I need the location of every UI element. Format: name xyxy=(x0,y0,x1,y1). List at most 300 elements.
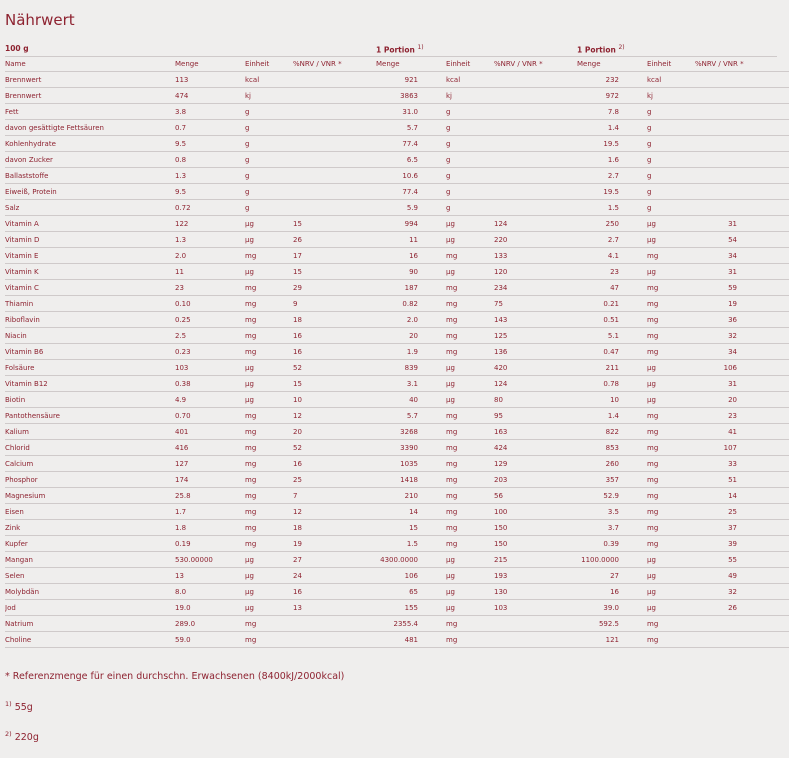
nrv-value: 20 xyxy=(695,392,777,408)
nrv-value xyxy=(494,184,577,200)
amount-value: 1.4 xyxy=(577,120,647,136)
nrv-value xyxy=(494,88,577,104)
unit-value: mg xyxy=(245,536,293,552)
unit-value: g xyxy=(647,104,695,120)
unit-value: µg xyxy=(245,376,293,392)
footnote-mark: 2) xyxy=(5,730,12,738)
amount-value: 994 xyxy=(376,216,446,232)
amount-value: 289.0 xyxy=(175,616,245,632)
amount-value: 19.5 xyxy=(577,136,647,152)
row-spacer xyxy=(777,456,789,472)
unit-value: mg xyxy=(647,312,695,328)
amount-value: 0.19 xyxy=(175,536,245,552)
amount-value: 2.0 xyxy=(376,312,446,328)
table-row xyxy=(5,200,789,216)
nrv-value: 124 xyxy=(494,376,577,392)
amount-value: 11 xyxy=(175,264,245,280)
amount-value: 2355.4 xyxy=(376,616,446,632)
nrv-value: 424 xyxy=(494,440,577,456)
amount-value: 357 xyxy=(577,472,647,488)
unit-value: mg xyxy=(446,328,494,344)
amount-value: 5.7 xyxy=(376,408,446,424)
unit-value: mg xyxy=(647,344,695,360)
nrv-value xyxy=(695,632,777,648)
amount-value: 0.70 xyxy=(175,408,245,424)
nutrient-name: Eiweiß, Protein xyxy=(5,184,175,200)
nutrient-name: Kohlenhydrate xyxy=(5,136,175,152)
row-spacer xyxy=(777,488,789,504)
nrv-value: 234 xyxy=(494,280,577,296)
amount-value: 31.0 xyxy=(376,104,446,120)
amount-value: 474 xyxy=(175,88,245,104)
footnote-text: 220g xyxy=(14,732,39,744)
amount-value: 47 xyxy=(577,280,647,296)
row-spacer xyxy=(777,184,789,200)
row-spacer xyxy=(777,504,789,520)
unit-value: mg xyxy=(446,488,494,504)
amount-value: 16 xyxy=(376,248,446,264)
header-menge: Menge xyxy=(376,56,446,72)
unit-value: g xyxy=(245,104,293,120)
unit-value: mg xyxy=(245,312,293,328)
nrv-value: 59 xyxy=(695,280,777,296)
amount-value: 592.5 xyxy=(577,616,647,632)
nrv-value xyxy=(695,88,777,104)
unit-value: g xyxy=(446,152,494,168)
unit-value: µg xyxy=(245,568,293,584)
nrv-value: 34 xyxy=(695,344,777,360)
unit-value: g xyxy=(245,120,293,136)
nrv-value: 15 xyxy=(293,376,376,392)
unit-value: mg xyxy=(446,536,494,552)
unit-value: mg xyxy=(446,472,494,488)
row-spacer xyxy=(777,392,789,408)
amount-value: 0.51 xyxy=(577,312,647,328)
nrv-value: 55 xyxy=(695,552,777,568)
amount-value: 0.78 xyxy=(577,376,647,392)
amount-value: 0.38 xyxy=(175,376,245,392)
amount-value: 7.8 xyxy=(577,104,647,120)
nrv-value: 80 xyxy=(494,392,577,408)
nutrient-name: Vitamin E xyxy=(5,248,175,264)
table-row xyxy=(5,248,789,264)
amount-value: 0.21 xyxy=(577,296,647,312)
nutrient-name: Ballaststoffe xyxy=(5,168,175,184)
nrv-value xyxy=(494,136,577,152)
unit-value: g xyxy=(446,168,494,184)
amount-value: 25.8 xyxy=(175,488,245,504)
unit-value: g xyxy=(647,200,695,216)
unit-value: mg xyxy=(446,312,494,328)
amount-value: 1100.0000 xyxy=(577,552,647,568)
unit-value: g xyxy=(647,136,695,152)
amount-value: 972 xyxy=(577,88,647,104)
nrv-value: 203 xyxy=(494,472,577,488)
amount-value: 59.0 xyxy=(175,632,245,648)
table-row xyxy=(5,504,789,520)
nutrient-name: Calcium xyxy=(5,456,175,472)
nutrient-name: Thiamin xyxy=(5,296,175,312)
unit-value: µg xyxy=(245,264,293,280)
nrv-value: 124 xyxy=(494,216,577,232)
unit-value: µg xyxy=(647,264,695,280)
unit-value: kj xyxy=(446,88,494,104)
unit-value: mg xyxy=(245,616,293,632)
unit-value: mg xyxy=(446,440,494,456)
nrv-value: 20 xyxy=(293,424,376,440)
table-row xyxy=(5,88,789,104)
nrv-value: 52 xyxy=(293,440,376,456)
nrv-value xyxy=(293,184,376,200)
nrv-value: 13 xyxy=(293,600,376,616)
amount-value: 2.5 xyxy=(175,328,245,344)
nrv-value xyxy=(695,184,777,200)
row-spacer xyxy=(777,472,789,488)
unit-value: g xyxy=(446,120,494,136)
nrv-value: 31 xyxy=(695,264,777,280)
nrv-value: 120 xyxy=(494,264,577,280)
amount-value: 1.3 xyxy=(175,168,245,184)
unit-value: mg xyxy=(446,520,494,536)
nrv-value xyxy=(494,168,577,184)
nutrient-name: Vitamin B6 xyxy=(5,344,175,360)
nrv-value: 12 xyxy=(293,408,376,424)
unit-value: mg xyxy=(647,408,695,424)
nrv-value xyxy=(494,616,577,632)
nutrient-name: Chlorid xyxy=(5,440,175,456)
nrv-value xyxy=(494,120,577,136)
nrv-value: 215 xyxy=(494,552,577,568)
nrv-value xyxy=(494,632,577,648)
unit-value: µg xyxy=(647,552,695,568)
unit-value: µg xyxy=(446,216,494,232)
amount-value: 39.0 xyxy=(577,600,647,616)
amount-value: 121 xyxy=(577,632,647,648)
amount-value: 260 xyxy=(577,456,647,472)
unit-value: g xyxy=(446,184,494,200)
table-row xyxy=(5,216,789,232)
nutrition-table xyxy=(5,56,789,648)
nrv-value: 16 xyxy=(293,328,376,344)
amount-value: 9.5 xyxy=(175,136,245,152)
footnote-2 xyxy=(5,730,39,743)
nutrient-name: Vitamin K xyxy=(5,264,175,280)
nrv-value: 106 xyxy=(695,360,777,376)
table-row xyxy=(5,456,789,472)
table-header-row xyxy=(5,56,789,72)
amount-value: 5.1 xyxy=(577,328,647,344)
row-spacer xyxy=(777,120,789,136)
row-spacer xyxy=(777,376,789,392)
row-spacer xyxy=(777,136,789,152)
amount-value: 4.9 xyxy=(175,392,245,408)
nrv-value: 37 xyxy=(695,520,777,536)
nrv-value xyxy=(293,120,376,136)
row-spacer xyxy=(777,360,789,376)
header-name: Name xyxy=(5,56,175,72)
amount-value: 174 xyxy=(175,472,245,488)
table-row xyxy=(5,232,789,248)
table-row xyxy=(5,104,789,120)
amount-value: 0.10 xyxy=(175,296,245,312)
nutrient-name: Mangan xyxy=(5,552,175,568)
row-spacer xyxy=(777,200,789,216)
amount-value: 2.7 xyxy=(577,232,647,248)
unit-value: kj xyxy=(245,88,293,104)
amount-value: 2.7 xyxy=(577,168,647,184)
nrv-value: 33 xyxy=(695,456,777,472)
nutrient-name: Vitamin B12 xyxy=(5,376,175,392)
nrv-value: 17 xyxy=(293,248,376,264)
row-spacer xyxy=(777,232,789,248)
unit-value: µg xyxy=(647,360,695,376)
table-row xyxy=(5,312,789,328)
unit-value: mg xyxy=(647,440,695,456)
unit-value: mg xyxy=(446,408,494,424)
nutrient-name: Kalium xyxy=(5,424,175,440)
nrv-value: 10 xyxy=(293,392,376,408)
nrv-value: 100 xyxy=(494,504,577,520)
row-spacer xyxy=(777,584,789,600)
nrv-value: 25 xyxy=(695,504,777,520)
unit-value: µg xyxy=(647,600,695,616)
unit-value: µg xyxy=(446,568,494,584)
nrv-value: 19 xyxy=(695,296,777,312)
unit-value: mg xyxy=(647,616,695,632)
row-spacer xyxy=(777,168,789,184)
unit-value: mg xyxy=(446,504,494,520)
nrv-value: 9 xyxy=(293,296,376,312)
amount-value: 90 xyxy=(376,264,446,280)
table-row xyxy=(5,392,789,408)
unit-value: mg xyxy=(446,456,494,472)
nrv-value xyxy=(695,120,777,136)
unit-value: µg xyxy=(446,264,494,280)
nrv-value: 34 xyxy=(695,248,777,264)
table-row xyxy=(5,632,789,648)
unit-value: mg xyxy=(245,440,293,456)
nrv-value: 24 xyxy=(293,568,376,584)
table-row xyxy=(5,552,789,568)
unit-value: µg xyxy=(446,232,494,248)
nutrient-name: Brennwert xyxy=(5,88,175,104)
unit-value: µg xyxy=(446,376,494,392)
unit-value: mg xyxy=(245,248,293,264)
amount-value: 19.0 xyxy=(175,600,245,616)
nrv-value xyxy=(695,200,777,216)
nrv-value xyxy=(494,104,577,120)
amount-value: 77.4 xyxy=(376,136,446,152)
nrv-value: 19 xyxy=(293,536,376,552)
nrv-value: 133 xyxy=(494,248,577,264)
unit-value: mg xyxy=(245,488,293,504)
amount-value: 1.9 xyxy=(376,344,446,360)
nrv-value: 125 xyxy=(494,328,577,344)
row-spacer xyxy=(777,536,789,552)
table-row xyxy=(5,600,789,616)
nrv-value: 15 xyxy=(293,216,376,232)
footnote-text: 55g xyxy=(14,702,33,714)
nrv-value xyxy=(494,72,577,88)
unit-value: µg xyxy=(446,584,494,600)
amount-value: 3.5 xyxy=(577,504,647,520)
nutrient-name: Molybdän xyxy=(5,584,175,600)
nrv-value: 31 xyxy=(695,216,777,232)
table-row xyxy=(5,264,789,280)
table-row xyxy=(5,376,789,392)
nrv-value xyxy=(293,136,376,152)
unit-value: mg xyxy=(647,328,695,344)
row-spacer xyxy=(777,520,789,536)
nrv-value: 52 xyxy=(293,360,376,376)
unit-value: g xyxy=(446,104,494,120)
table-row xyxy=(5,520,789,536)
column-group-header xyxy=(5,40,777,56)
unit-value: mg xyxy=(647,504,695,520)
amount-value: 65 xyxy=(376,584,446,600)
amount-value: 921 xyxy=(376,72,446,88)
nutrient-name: Vitamin D xyxy=(5,232,175,248)
nutrient-name: Choline xyxy=(5,632,175,648)
amount-value: 3390 xyxy=(376,440,446,456)
unit-value: mg xyxy=(647,424,695,440)
table-row xyxy=(5,536,789,552)
unit-value: µg xyxy=(446,392,494,408)
page-title: Nährwert xyxy=(5,11,75,29)
unit-value: µg xyxy=(245,216,293,232)
amount-value: 0.72 xyxy=(175,200,245,216)
nrv-value: 75 xyxy=(494,296,577,312)
nrv-value: 130 xyxy=(494,584,577,600)
nrv-value: 16 xyxy=(293,584,376,600)
amount-value: 10.6 xyxy=(376,168,446,184)
amount-value: 13 xyxy=(175,568,245,584)
unit-value: g xyxy=(245,136,293,152)
nrv-value: 39 xyxy=(695,536,777,552)
nrv-value xyxy=(695,616,777,632)
amount-value: 1.6 xyxy=(577,152,647,168)
unit-value: mg xyxy=(446,248,494,264)
row-spacer xyxy=(777,72,789,88)
amount-value: 5.7 xyxy=(376,120,446,136)
header-einheit: Einheit xyxy=(245,56,293,72)
amount-value: 77.4 xyxy=(376,184,446,200)
amount-value: 6.5 xyxy=(376,152,446,168)
row-spacer xyxy=(777,600,789,616)
unit-value: mg xyxy=(245,632,293,648)
unit-value: g xyxy=(245,184,293,200)
nrv-value: 16 xyxy=(293,456,376,472)
row-spacer xyxy=(777,632,789,648)
amount-value: 232 xyxy=(577,72,647,88)
amount-value: 3.8 xyxy=(175,104,245,120)
amount-value: 0.25 xyxy=(175,312,245,328)
table-row xyxy=(5,488,789,504)
nutrient-name: Fett xyxy=(5,104,175,120)
nrv-value: 31 xyxy=(695,376,777,392)
nutrient-name: Vitamin C xyxy=(5,280,175,296)
table-row xyxy=(5,120,789,136)
nrv-value xyxy=(293,632,376,648)
amount-value: 1.3 xyxy=(175,232,245,248)
unit-value: mg xyxy=(647,536,695,552)
footnote-reference: * Referenzmenge für einen durchschn. Erwachsenen (8400kJ/2000kcal) xyxy=(5,671,345,682)
nrv-value: 26 xyxy=(695,600,777,616)
nutrient-name: Natrium xyxy=(5,616,175,632)
table-row xyxy=(5,168,789,184)
unit-value: µg xyxy=(245,552,293,568)
unit-value: g xyxy=(245,200,293,216)
unit-value: g xyxy=(647,152,695,168)
nrv-value: 16 xyxy=(293,344,376,360)
amount-value: 1035 xyxy=(376,456,446,472)
unit-value: mg xyxy=(647,472,695,488)
unit-value: µg xyxy=(245,392,293,408)
nrv-value: 150 xyxy=(494,520,577,536)
unit-value: mg xyxy=(245,472,293,488)
unit-value: µg xyxy=(245,600,293,616)
row-spacer xyxy=(777,280,789,296)
nrv-value xyxy=(293,72,376,88)
header-menge: Menge xyxy=(175,56,245,72)
unit-value: µg xyxy=(446,360,494,376)
nutrient-name: Pantothensäure xyxy=(5,408,175,424)
nrv-value xyxy=(293,200,376,216)
header-nrv: %NRV / VNR * xyxy=(293,56,376,72)
nrv-value: 107 xyxy=(695,440,777,456)
unit-value: mg xyxy=(446,616,494,632)
unit-value: mg xyxy=(446,296,494,312)
unit-value: mg xyxy=(446,280,494,296)
amount-value: 211 xyxy=(577,360,647,376)
amount-value: 106 xyxy=(376,568,446,584)
nrv-value: 26 xyxy=(293,232,376,248)
nrv-value xyxy=(293,104,376,120)
table-row xyxy=(5,72,789,88)
amount-value: 0.23 xyxy=(175,344,245,360)
table-row xyxy=(5,280,789,296)
amount-value: 16 xyxy=(577,584,647,600)
unit-value: mg xyxy=(245,328,293,344)
amount-value: 416 xyxy=(175,440,245,456)
row-spacer xyxy=(777,568,789,584)
row-spacer xyxy=(777,344,789,360)
table-row xyxy=(5,424,789,440)
amount-value: 3.7 xyxy=(577,520,647,536)
nrv-value: 36 xyxy=(695,312,777,328)
nutrient-name: Kupfer xyxy=(5,536,175,552)
unit-value: g xyxy=(647,184,695,200)
amount-value: 210 xyxy=(376,488,446,504)
amount-value: 530.00000 xyxy=(175,552,245,568)
unit-value: µg xyxy=(647,376,695,392)
unit-value: kcal xyxy=(446,72,494,88)
amount-value: 1.7 xyxy=(175,504,245,520)
nutrient-name: Folsäure xyxy=(5,360,175,376)
unit-value: g xyxy=(647,168,695,184)
unit-value: kcal xyxy=(245,72,293,88)
header-menge: Menge xyxy=(577,56,647,72)
amount-value: 11 xyxy=(376,232,446,248)
row-spacer xyxy=(777,424,789,440)
nrv-value: 15 xyxy=(293,264,376,280)
amount-value: 822 xyxy=(577,424,647,440)
nrv-value: 54 xyxy=(695,232,777,248)
group-label-100g: 100 g xyxy=(5,44,29,53)
row-spacer xyxy=(777,408,789,424)
header-spacer xyxy=(777,56,789,72)
unit-value: mg xyxy=(446,344,494,360)
